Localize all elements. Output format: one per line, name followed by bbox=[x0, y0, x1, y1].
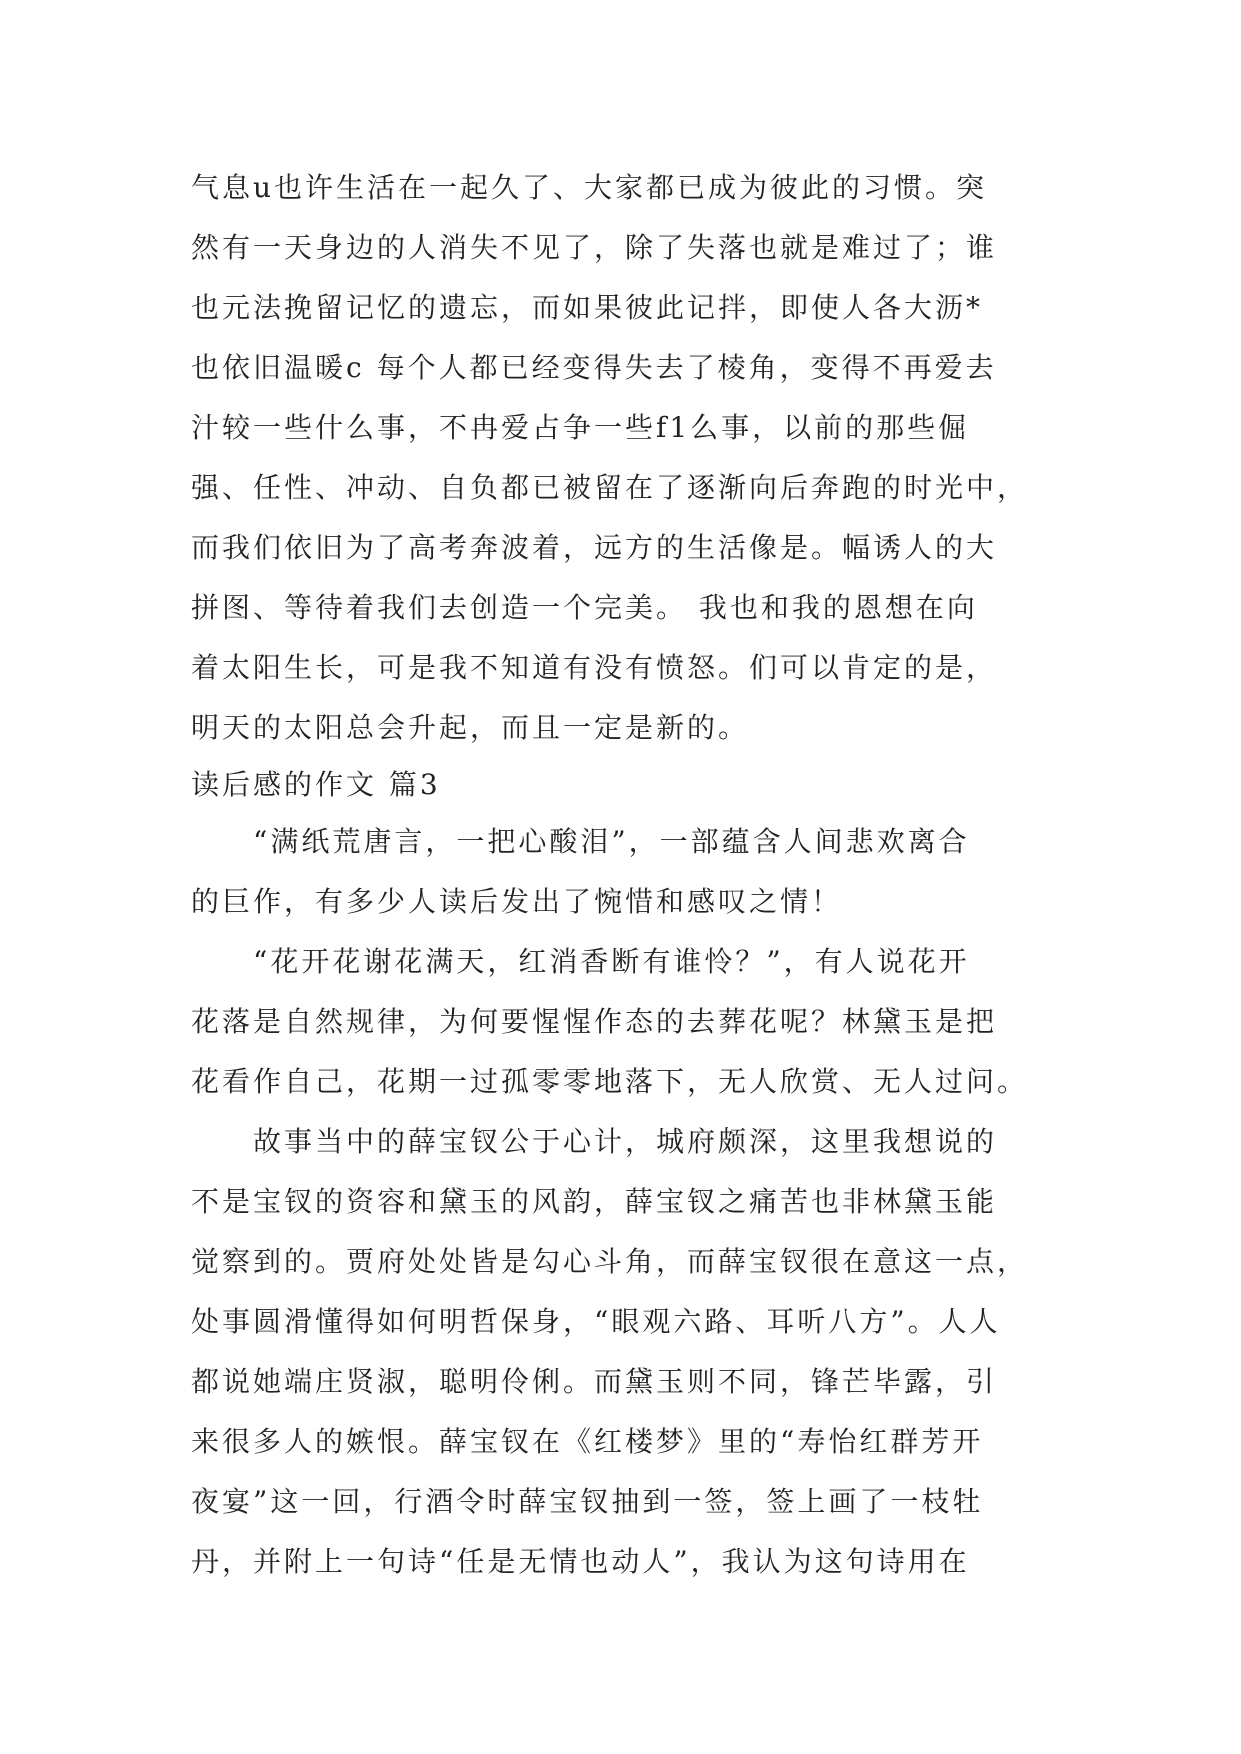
text-line: 汁较一些什么事，不冉爱占争一些f1么事，以前的那些倔 bbox=[191, 411, 970, 444]
text-line: 拼图、等待着我们去创造一个完美。 我也和我的恩想在向 bbox=[191, 591, 978, 624]
text-line: 也元法挽留记忆的遗忘，而如果彼此记拌，即使人各大沥* bbox=[191, 291, 984, 324]
text-line: 花看作自己，花期一过孤零零地落下，无人欣赏、无人过问。 bbox=[191, 1065, 1029, 1098]
text-line: 丹，并附上一句诗“任是无情也动人”，我认为这句诗用在 bbox=[191, 1545, 970, 1578]
text-line: 夜宴”这一回，行酒令时薛宝钗抽到一签，签上画了一枝牡 bbox=[191, 1485, 984, 1518]
text-line: 气息u也许生活在一起久了、大家都已成为彼此的习惯。突 bbox=[191, 171, 988, 204]
document-body bbox=[191, 158, 1071, 1592]
text-line: 故事当中的薛宝钗公于心计，城府颇深，这里我想说的 bbox=[191, 1125, 998, 1158]
text-line: “花开花谢花满天，红消香断有谁怜？”，有人说花开 bbox=[191, 945, 970, 978]
text-line: 花落是自然规律，为何要惺惺作态的去葬花呢？林黛玉是把 bbox=[191, 1005, 998, 1038]
text-line: 处事圆滑懂得如何明哲保身，“眼观六路、耳听八方”。人人 bbox=[191, 1305, 1001, 1338]
text-line: 觉察到的。贾府处处皆是勾心斗角，而薛宝钗很在意这一点， bbox=[191, 1245, 1029, 1278]
text-line: 而我们依旧为了高考奔波着，远方的生活像是。幅诱人的大 bbox=[191, 531, 998, 564]
text-line: 来很多人的嫉恨。薛宝钗在《红楼梦》里的“寿怡红群芳开 bbox=[191, 1425, 984, 1458]
text-line: 着太阳生长，可是我不知道有没有愤怒。们可以肯定的是， bbox=[191, 651, 998, 684]
text-line: 强、任性、冲动、自负都已被留在了逐渐向后奔跑的时光中， bbox=[191, 471, 1029, 504]
section-heading: 读后感的作文 篇3 bbox=[191, 768, 441, 801]
text-line: 都说她端庄贤淑，聪明伶俐。而黛玉则不同，锋芒毕露，引 bbox=[191, 1365, 998, 1398]
text-line: 的巨作，有多少人读后发出了惋惜和感叹之情！ bbox=[191, 885, 843, 918]
text-line: 然有一天身边的人消失不见了，除了失落也就是难过了；谁 bbox=[191, 231, 998, 264]
text-line: 不是宝钗的资容和黛玉的风韵，薛宝钗之痛苦也非林黛玉能 bbox=[191, 1185, 998, 1218]
text-line: “满纸荒唐言，一把心酸泪”，一部蕴含人间悲欢离合 bbox=[191, 825, 970, 858]
text-line: 明天的太阳总会升起，而且一定是新的。 bbox=[191, 711, 750, 744]
text-line: 也依旧温暖c 每个人都已经变得失去了棱角，变得不再爱去 bbox=[191, 351, 997, 384]
